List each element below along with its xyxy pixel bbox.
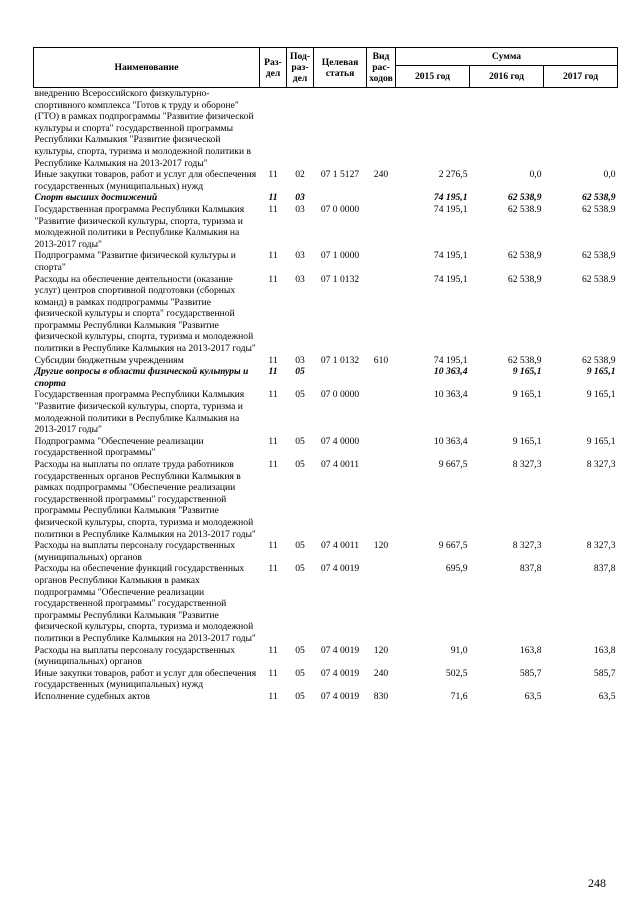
row-value-2017: 62 538.9 bbox=[581, 203, 616, 215]
row-value-2016: 585,7 bbox=[519, 667, 542, 679]
row-expense-type: 240 bbox=[373, 169, 389, 181]
row-expense-type bbox=[367, 192, 396, 204]
row-name: Другие вопросы в области физической культуры и спорта bbox=[34, 366, 249, 389]
row-expense-type bbox=[367, 436, 396, 459]
row-value-2015: 74 195,1 bbox=[433, 250, 468, 262]
table-row bbox=[34, 540, 618, 563]
row-value-2016: 0,0 bbox=[529, 169, 542, 181]
row-subsection: 05 bbox=[295, 690, 305, 702]
header-expense-type: Вид рас- ходов bbox=[367, 48, 396, 88]
row-value-2017: 9 165,1 bbox=[586, 435, 616, 447]
row-value-2017: 8 327,3 bbox=[586, 540, 616, 552]
row-target: 07 4 0019 bbox=[320, 563, 360, 575]
row-value-2017: 9 165,1 bbox=[586, 366, 616, 378]
row-name: Подпрограмма "Развитие физической культуры и спорта" bbox=[34, 250, 236, 273]
row-value-2016: 63,5 bbox=[524, 690, 542, 702]
row-value-2016: 9 165,1 bbox=[512, 435, 542, 447]
row-target: 07 1 0000 bbox=[320, 250, 360, 262]
row-value-2017: 62 538,9 bbox=[581, 250, 616, 262]
row-section: 11 bbox=[268, 354, 278, 366]
row-value-2017: 9 165,1 bbox=[586, 389, 616, 401]
row-value-2015: 10 363,4 bbox=[433, 389, 468, 401]
row-target: 07 4 0011 bbox=[320, 540, 360, 552]
row-value-2015: 10 363,4 bbox=[433, 366, 468, 378]
row-value-2016: 837,8 bbox=[519, 563, 542, 575]
row-value-2015: 74 195,1 bbox=[433, 354, 468, 366]
row-subsection: 05 bbox=[295, 459, 305, 470]
table-body bbox=[34, 88, 618, 703]
table-row bbox=[34, 459, 618, 540]
row-name: Иные закупки товаров, работ и услуг для обеспечения государственных (муниципальных) нужд bbox=[34, 667, 257, 691]
row-expense-type bbox=[367, 204, 396, 250]
row-value-2016: 9 165,1 bbox=[512, 366, 542, 378]
row-subsection: 05 bbox=[295, 389, 305, 401]
row-target: 07 4 0019 bbox=[320, 667, 360, 679]
table-row bbox=[34, 645, 618, 668]
row-expense-type: 240 bbox=[373, 667, 389, 679]
row-name: Расходы на выплаты персоналу государственных (муниципальных) органов bbox=[34, 540, 236, 563]
row-subsection: 05 bbox=[295, 435, 305, 447]
table-row bbox=[34, 563, 618, 644]
row-target: 07 4 0011 bbox=[320, 459, 360, 470]
row-subsection bbox=[287, 88, 314, 170]
row-value-2015: 10 363,4 bbox=[433, 435, 468, 447]
row-subsection: 03 bbox=[295, 273, 305, 285]
row-value-2017 bbox=[544, 88, 618, 170]
row-value-2016: 8 327,3 bbox=[512, 540, 542, 552]
page-number: 248 bbox=[588, 876, 606, 890]
row-value-2016: 62 538,9 bbox=[507, 192, 542, 204]
row-target bbox=[314, 192, 367, 204]
row-subsection: 05 bbox=[295, 563, 305, 575]
row-section: 11 bbox=[268, 667, 278, 679]
table-row bbox=[34, 192, 618, 204]
header-year-2016: 2016 год bbox=[470, 66, 544, 88]
row-name: Государственная программа Республики Калмыкия "Развитие физической культуры, спорта, туризма и молодежной политики в Республике Калмыкия на 2013-2017 годы" bbox=[34, 203, 245, 250]
table-row bbox=[34, 691, 618, 703]
row-section: 11 bbox=[268, 273, 278, 285]
row-name: внедрению Всероссийского физкультурно-спортивного комплекса "Готов к труду и обороне" (ГТО) в рамках подпрограммы "Развитие физической культуры и спорта" государственной программы Республики Калмыкия "Развитие физической культуры, спорта, туризма и молодежной политики в Республике Калмыкия на 2013-2017 годы" bbox=[34, 88, 254, 169]
row-value-2017: 163,8 bbox=[593, 644, 616, 656]
row-name: Расходы на выплаты по оплате труда работников государственных органов Республики Калмыкия в рамках подпрограммы "Обеспечение реализации государственной программы" государственной программы Республики Калмыкия "Развитие физической культуры, спорта, туризма и молодежной политики в Республике Калмыкия на 2013-2017 годы" bbox=[34, 459, 256, 540]
row-value-2015 bbox=[396, 88, 470, 170]
row-value-2017: 8 327,3 bbox=[586, 459, 616, 470]
row-target: 07 1 5127 bbox=[320, 169, 360, 181]
table-row bbox=[34, 355, 618, 367]
header-name: Наименование bbox=[34, 48, 260, 88]
row-value-2017: 837,8 bbox=[593, 563, 616, 575]
row-name: Исполнение судебных актов bbox=[34, 690, 150, 702]
row-target: 07 1 0132 bbox=[320, 354, 360, 366]
row-section: 11 bbox=[268, 250, 278, 262]
row-value-2016: 62 538,9 bbox=[507, 354, 542, 366]
row-name: Субсидии бюджетным учреждениям bbox=[34, 354, 184, 366]
row-section: 11 bbox=[268, 435, 278, 447]
row-value-2017: 0,0 bbox=[603, 169, 616, 181]
header-year-2015: 2015 год bbox=[396, 66, 470, 88]
row-target bbox=[314, 88, 367, 170]
table-row bbox=[34, 88, 618, 170]
row-value-2016: 62 538,9 bbox=[507, 273, 542, 285]
row-value-2015: 9 667,5 bbox=[438, 540, 468, 552]
row-target: 07 4 0019 bbox=[320, 644, 360, 656]
row-expense-type bbox=[367, 250, 396, 273]
row-section: 11 bbox=[268, 203, 278, 215]
row-section: 11 bbox=[268, 459, 278, 470]
row-value-2015: 502,5 bbox=[445, 667, 468, 679]
row-value-2017: 62 538,9 bbox=[581, 192, 616, 204]
row-target: 07 0 0000 bbox=[320, 389, 360, 401]
row-value-2015: 695,9 bbox=[445, 563, 468, 575]
row-target: 07 4 0019 bbox=[320, 690, 360, 702]
header-section: Раз- дел bbox=[260, 48, 287, 88]
row-target: 07 4 0000 bbox=[320, 435, 360, 447]
row-section: 11 bbox=[268, 540, 278, 552]
row-subsection: 05 bbox=[295, 644, 305, 656]
row-name: Иные закупки товаров, работ и услуг для обеспечения государственных (муниципальных) нужд bbox=[34, 169, 257, 192]
row-subsection: 05 bbox=[295, 366, 305, 378]
row-expense-type bbox=[367, 274, 396, 355]
table-row bbox=[34, 366, 618, 389]
row-expense-type: 120 bbox=[373, 540, 389, 552]
row-value-2015: 2 276,5 bbox=[438, 169, 468, 181]
row-value-2017: 585,7 bbox=[593, 667, 616, 679]
row-value-2015: 71,6 bbox=[450, 690, 468, 702]
row-name: Расходы на выплаты персоналу государственных (муниципальных) органов bbox=[34, 644, 236, 668]
row-section: 11 bbox=[268, 644, 278, 656]
table-row bbox=[34, 436, 618, 459]
row-expense-type bbox=[367, 563, 396, 644]
row-expense-type: 610 bbox=[373, 354, 389, 366]
row-subsection: 02 bbox=[295, 169, 305, 181]
row-subsection: 03 bbox=[295, 192, 305, 204]
header-year-2017: 2017 год bbox=[544, 66, 618, 88]
row-value-2016: 8 327,3 bbox=[512, 459, 542, 470]
row-name: Спорт высших достижений bbox=[34, 192, 158, 204]
row-expense-type bbox=[367, 88, 396, 170]
table-row bbox=[34, 204, 618, 250]
row-name: Государственная программа Республики Калмыкия "Развитие физической культуры, спорта, туризма и молодежной политики в Республике Калмыкия на 2013-2017 годы" bbox=[34, 389, 245, 436]
row-value-2016: 62 538.9 bbox=[507, 203, 542, 215]
row-subsection: 03 bbox=[295, 250, 305, 262]
table-row bbox=[34, 169, 618, 192]
row-target bbox=[314, 366, 367, 389]
row-section: 11 bbox=[268, 366, 278, 378]
table-row bbox=[34, 668, 618, 691]
row-expense-type bbox=[367, 389, 396, 435]
row-expense-type: 830 bbox=[373, 690, 389, 702]
row-value-2015: 74 195,1 bbox=[433, 273, 468, 285]
row-name: Подпрограмма "Обеспечение реализации государственной программы" bbox=[34, 435, 204, 459]
table-row bbox=[34, 250, 618, 273]
row-expense-type bbox=[367, 459, 396, 540]
row-value-2015: 91,0 bbox=[450, 644, 468, 656]
row-section: 11 bbox=[268, 192, 278, 204]
row-subsection: 03 bbox=[295, 354, 305, 366]
budget-document bbox=[33, 47, 617, 702]
row-name: Расходы на обеспечение деятельности (оказание услуг) центров спортивной подготовки (сборных команд) в рамках подпрограммы "Развитие физической культуры и спорта" государственной программы Республики Калмыкия "Развитие физической культуры, спорта, туризма и молодежной политики в Республике Калмыкия на 2013-2017 годы" bbox=[34, 273, 256, 355]
row-subsection: 03 bbox=[295, 203, 305, 215]
row-value-2017: 63,5 bbox=[598, 690, 616, 702]
row-section: 11 bbox=[268, 563, 278, 575]
row-value-2016: 62 538,9 bbox=[507, 250, 542, 262]
row-subsection: 05 bbox=[295, 667, 305, 679]
row-value-2016 bbox=[470, 88, 544, 170]
header-target: Целевая статья bbox=[314, 48, 367, 88]
row-target: 07 1 0132 bbox=[320, 273, 360, 285]
row-value-2017: 62 538,9 bbox=[581, 354, 616, 366]
row-target: 07 0 0000 bbox=[320, 203, 360, 215]
row-value-2015: 74 195,1 bbox=[433, 192, 468, 204]
row-section bbox=[260, 88, 287, 170]
table-row bbox=[34, 274, 618, 355]
row-value-2017: 62 538.9 bbox=[581, 273, 616, 285]
row-expense-type bbox=[367, 366, 396, 389]
row-subsection: 05 bbox=[295, 540, 305, 552]
row-value-2015: 9 667,5 bbox=[438, 459, 468, 470]
row-value-2016: 9 165,1 bbox=[512, 389, 542, 401]
row-section: 11 bbox=[268, 389, 278, 401]
budget-table bbox=[33, 47, 618, 702]
header-sum: Сумма bbox=[396, 48, 618, 66]
row-expense-type: 120 bbox=[373, 644, 389, 656]
row-section: 11 bbox=[268, 169, 278, 181]
header-subsection: Под- раз- дел bbox=[287, 48, 314, 88]
table-row bbox=[34, 389, 618, 435]
row-name: Расходы на обеспечение функций государственных органов Республики Калмыкия в рамках подпрограммы "Обеспечение реализации государственной программы" государственной программы Республики Калмыкия "Развитие физической культуры, спорта, туризма и молодежной политики в Республике Калмыкия на 2013-2017 годы" bbox=[34, 563, 256, 644]
row-section: 11 bbox=[268, 690, 278, 702]
row-value-2016: 163,8 bbox=[519, 644, 542, 656]
row-value-2015: 74 195,1 bbox=[433, 203, 468, 215]
